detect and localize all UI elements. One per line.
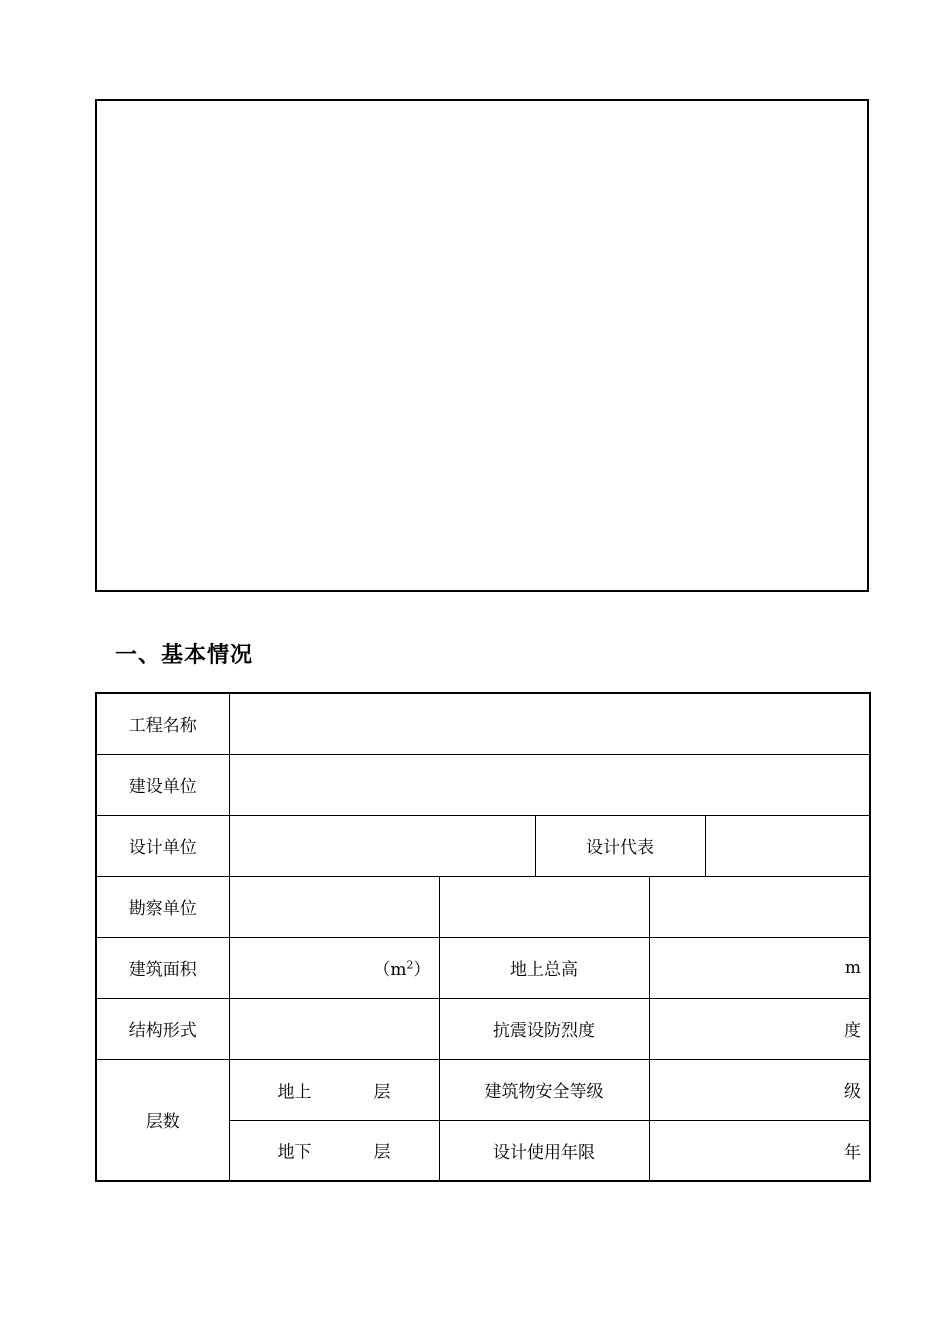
below-ground-label: 地下 [277,1142,312,1163]
table-row [96,937,870,998]
survey-extra-field-1[interactable] [439,876,649,937]
survey-extra-field-2[interactable] [649,876,870,937]
structure-field[interactable] [229,998,439,1059]
service-life-field[interactable] [649,1120,870,1181]
construction-unit-field[interactable] [229,754,870,815]
seismic-label: 抗震设防烈度 [439,998,649,1059]
table-row [96,693,870,754]
table-row [96,876,870,937]
building-area-unit: $(m^2)$ [373,958,431,980]
section-title: 一、基本情况 [115,643,254,668]
blank-cover-box [95,99,869,592]
below-ground-unit: 层 [373,1142,391,1163]
project-name-field[interactable] [229,693,870,754]
table-row [96,998,870,1059]
above-ground-unit: 层 [373,1082,391,1102]
project-name-label: 工程名称 [96,693,229,754]
floors-label: 层数 [96,1059,229,1181]
height-unit: m [844,957,862,978]
basic-info-table [95,692,871,1182]
survey-unit-label: 勘察单位 [96,876,229,937]
service-life-unit: 年 [844,1142,862,1163]
table-row [96,815,870,876]
safety-grade-label: 建筑物安全等级 [439,1059,649,1120]
seismic-field[interactable] [649,998,870,1059]
safety-grade-unit: 级 [844,1082,862,1102]
safety-grade-field[interactable] [649,1059,870,1120]
table-row [96,1059,870,1120]
above-ground-floors-field[interactable] [229,1059,439,1120]
construction-unit-label: 建设单位 [96,754,229,815]
height-field[interactable] [649,937,870,998]
service-life-label: 设计使用年限 [439,1120,649,1181]
design-unit-label: 设计单位 [96,815,229,876]
below-ground-floors-field[interactable] [229,1120,439,1181]
design-rep-label: 设计代表 [535,815,705,876]
table-row [96,754,870,815]
building-area-label: 建筑面积 [96,937,229,998]
survey-unit-field[interactable] [229,876,439,937]
building-area-field[interactable] [229,937,439,998]
above-ground-label: 地上 [277,1082,312,1102]
structure-label: 结构形式 [96,998,229,1059]
design-rep-field[interactable] [705,815,870,876]
seismic-unit: 度 [844,1021,862,1041]
design-unit-field[interactable] [229,815,535,876]
height-label: 地上总高 [439,937,649,998]
